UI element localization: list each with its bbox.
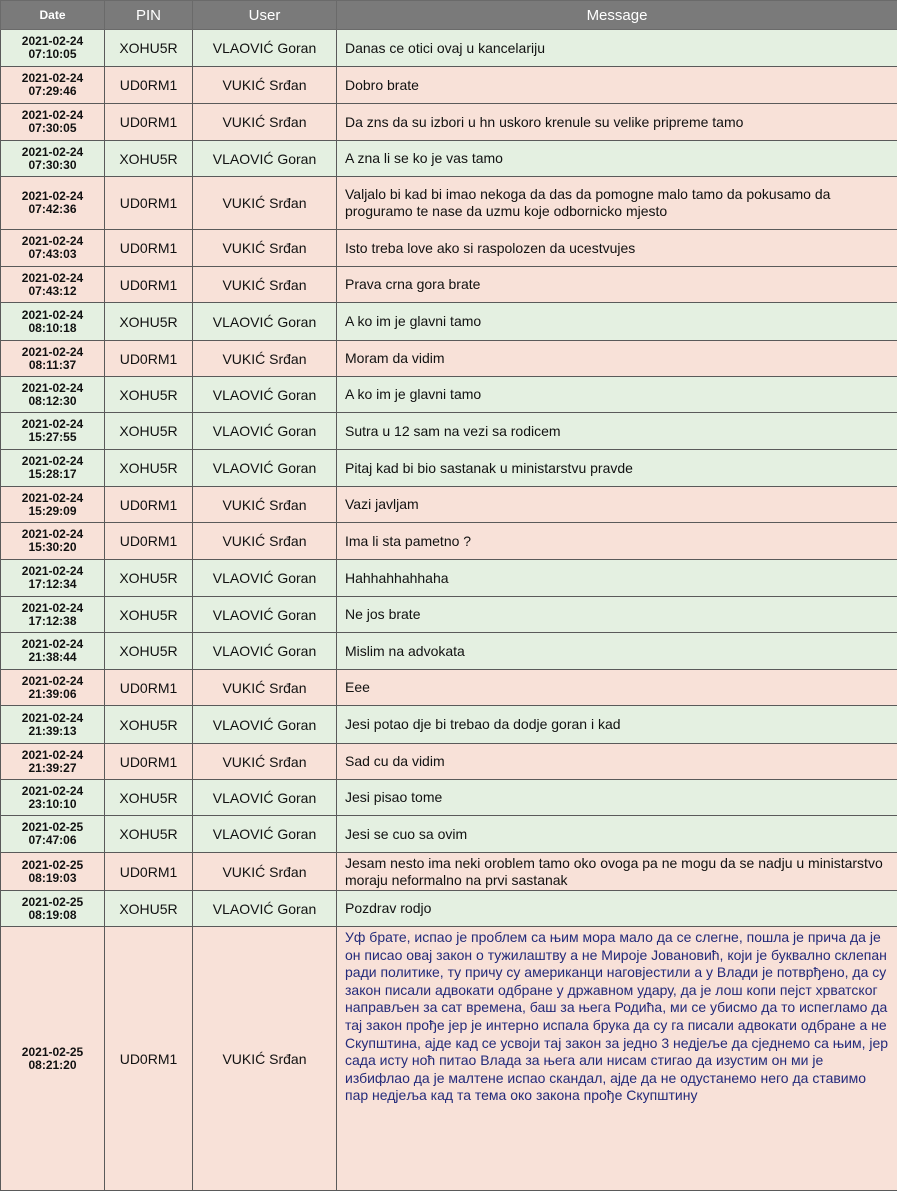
cell-date: 2021-02-24: [21, 637, 84, 651]
cell-date: 2021-02-25: [21, 820, 84, 834]
cell-pin: XOHU5R: [105, 891, 193, 927]
cell-pin: XOHU5R: [105, 597, 193, 633]
cell-time: 17:12:38: [28, 613, 77, 628]
cell-datetime: [1, 853, 105, 891]
table-row: [1, 744, 897, 780]
cell-date: 2021-02-24: [21, 710, 84, 725]
table-row: [1, 597, 897, 633]
cell-datetime: [1, 413, 105, 450]
cell-pin: XOHU5R: [105, 706, 193, 744]
cell-time: 07:47:06: [28, 833, 77, 847]
table-row: [1, 413, 897, 450]
cell-message: A ko im je glavni tamo: [337, 303, 897, 341]
cell-message: Eee: [337, 670, 897, 706]
table-row: [1, 670, 897, 706]
cell-pin: UD0RM1: [105, 744, 193, 780]
table-row: [1, 927, 897, 1191]
cell-pin: XOHU5R: [105, 780, 193, 816]
cell-user: VUKIĆ Srđan: [193, 853, 337, 891]
cell-pin: XOHU5R: [105, 450, 193, 487]
cell-datetime: [1, 706, 105, 744]
cell-datetime: [1, 744, 105, 780]
cell-pin: UD0RM1: [105, 927, 193, 1191]
table-row: [1, 267, 897, 303]
cell-pin: UD0RM1: [105, 487, 193, 523]
cell-user: VLAOVIĆ Goran: [193, 816, 337, 853]
cell-time: 08:11:37: [28, 357, 77, 372]
cell-datetime: [1, 597, 105, 633]
table-body: [1, 30, 897, 1191]
cell-datetime: [1, 891, 105, 927]
table-row: [1, 230, 897, 267]
cell-date: 2021-02-24: [21, 270, 84, 285]
cell-pin: UD0RM1: [105, 177, 193, 230]
cell-user: VLAOVIĆ Goran: [193, 560, 337, 597]
cell-message: A ko im je glavni tamo: [337, 377, 897, 413]
cell-time: 21:39:27: [28, 760, 77, 775]
cell-time: 08:19:08: [28, 907, 77, 922]
table-row: [1, 341, 897, 377]
header-message: Message: [337, 1, 897, 30]
cell-user: VLAOVIĆ Goran: [193, 450, 337, 487]
cell-datetime: [1, 67, 105, 104]
cell-message: Hahhahhahhaha: [337, 560, 897, 597]
cell-message: Jesi se cuo sa ovim: [337, 816, 897, 853]
header-pin: PIN: [105, 1, 193, 30]
cell-message: Ima li sta pametno ?: [337, 523, 897, 560]
cell-time: 21:38:44: [28, 650, 77, 664]
cell-date: 2021-02-24: [21, 189, 84, 203]
cell-datetime: [1, 177, 105, 230]
cell-time: 21:39:06: [28, 686, 77, 701]
cell-date: 2021-02-24: [21, 144, 84, 159]
cell-datetime: [1, 230, 105, 267]
cell-datetime: [1, 780, 105, 816]
cell-pin: XOHU5R: [105, 377, 193, 413]
table-row: [1, 706, 897, 744]
cell-date: 2021-02-24: [21, 564, 84, 578]
cell-datetime: [1, 927, 105, 1191]
cell-user: VUKIĆ Srđan: [193, 104, 337, 141]
cell-time: 17:12:34: [28, 577, 77, 591]
table-row: [1, 853, 897, 891]
cell-message: Mislim na advokata: [337, 633, 897, 670]
cell-time: 08:21:20: [28, 1057, 77, 1072]
cell-date: 2021-02-24: [21, 747, 84, 762]
cell-date: 2021-02-24: [21, 417, 84, 431]
cell-user: VUKIĆ Srđan: [193, 523, 337, 560]
cell-pin: XOHU5R: [105, 303, 193, 341]
cell-message: Sad cu da vidim: [337, 744, 897, 780]
cell-time: 07:43:03: [28, 247, 77, 261]
table-row: [1, 377, 897, 413]
cell-date: 2021-02-24: [21, 71, 84, 85]
cell-message: Ne jos brate: [337, 597, 897, 633]
cell-message: Уф брате, испао је проблем са њим мора мало да се слегне, пошла је прича да је он писао овај закон о тужилаштву а не Мироје Јовановић, који је буквално склепан ради политике, ту причу су американци наговјестили а у Влади је потврђено, да су закон писали адвокати одбране у државном удару, да је лош копи пејст хрватског направљен за сат времена, баш за његa Родића, ми се убисмо да то испеглaмо да тај закон прође јер је интерно испала брука да су га писали адвокати одбране а не Скупштина, ајде кад се усвоји тај закон за једно 3 недјеље да сједнемо са њим, јер сада исту ноћ питао Влада за њега али нисам стигао да изустим он ми је избифлао да је малтене испао скандал, ајде да не одустанемо него да ставимо пар недјеља кад та тема око закона прође Скупштину: [337, 927, 897, 1191]
cell-message: Dobro brate: [337, 67, 897, 104]
cell-datetime: [1, 141, 105, 177]
cell-user: VUKIĆ Srđan: [193, 927, 337, 1191]
cell-date: 2021-02-24: [21, 527, 84, 541]
cell-time: 07:42:36: [28, 202, 77, 216]
cell-user: VUKIĆ Srđan: [193, 267, 337, 303]
table-row: [1, 141, 897, 177]
cell-datetime: [1, 267, 105, 303]
cell-datetime: [1, 450, 105, 487]
cell-user: VUKIĆ Srđan: [193, 177, 337, 230]
cell-date: 2021-02-24: [21, 490, 84, 505]
cell-date: 2021-02-25: [21, 894, 84, 909]
cell-time: 15:30:20: [28, 540, 77, 554]
table-row: [1, 177, 897, 230]
cell-user: VUKIĆ Srđan: [193, 487, 337, 523]
header-user: User: [193, 1, 337, 30]
cell-pin: UD0RM1: [105, 853, 193, 891]
cell-message: Danas ce otici ovaj u kancelariju: [337, 30, 897, 67]
cell-pin: UD0RM1: [105, 267, 193, 303]
cell-date: 2021-02-24: [21, 673, 84, 688]
table-row: [1, 104, 897, 141]
cell-message: Pitaj kad bi bio sastanak u ministarstvu pravde: [337, 450, 897, 487]
cell-time: 23:10:10: [28, 796, 77, 811]
cell-datetime: [1, 303, 105, 341]
cell-datetime: [1, 341, 105, 377]
cell-datetime: [1, 30, 105, 67]
cell-date: 2021-02-25: [21, 1044, 84, 1059]
cell-date: 2021-02-24: [21, 34, 84, 48]
cell-user: VLAOVIĆ Goran: [193, 780, 337, 816]
table-row: [1, 30, 897, 67]
cell-pin: XOHU5R: [105, 141, 193, 177]
cell-time: 08:12:30: [28, 393, 77, 408]
cell-pin: UD0RM1: [105, 523, 193, 560]
cell-time: 07:10:05: [28, 47, 77, 61]
cell-datetime: [1, 633, 105, 670]
table-row: [1, 633, 897, 670]
cell-time: 15:27:55: [28, 430, 77, 444]
cell-pin: UD0RM1: [105, 670, 193, 706]
cell-date: 2021-02-25: [21, 857, 84, 872]
cell-user: VLAOVIĆ Goran: [193, 30, 337, 67]
cell-message: Jesi potao dje bi trebao da dodje goran i kad: [337, 706, 897, 744]
cell-pin: UD0RM1: [105, 104, 193, 141]
cell-user: VUKIĆ Srđan: [193, 230, 337, 267]
cell-date: 2021-02-24: [21, 234, 84, 248]
cell-user: VLAOVIĆ Goran: [193, 303, 337, 341]
cell-pin: UD0RM1: [105, 230, 193, 267]
cell-pin: UD0RM1: [105, 67, 193, 104]
cell-date: 2021-02-24: [21, 380, 84, 395]
table-row: [1, 450, 897, 487]
table-row: [1, 303, 897, 341]
table-row: [1, 560, 897, 597]
cell-time: 07:29:46: [28, 84, 77, 98]
cell-message: Sutra u 12 sam na vezi sa rodicem: [337, 413, 897, 450]
cell-message: A zna li se ko je vas tamo: [337, 141, 897, 177]
cell-message: Jesi pisao tome: [337, 780, 897, 816]
cell-message: Pozdrav rodjo: [337, 891, 897, 927]
cell-date: 2021-02-24: [21, 307, 84, 322]
cell-pin: XOHU5R: [105, 413, 193, 450]
cell-time: 07:43:12: [28, 283, 77, 298]
cell-time: 15:29:09: [28, 503, 77, 518]
cell-date: 2021-02-24: [21, 783, 84, 798]
cell-message: Vazi javljam: [337, 487, 897, 523]
cell-date: 2021-02-24: [21, 344, 84, 359]
table-row: [1, 780, 897, 816]
cell-user: VUKIĆ Srđan: [193, 744, 337, 780]
cell-pin: XOHU5R: [105, 816, 193, 853]
cell-user: VLAOVIĆ Goran: [193, 141, 337, 177]
table-header: [1, 1, 897, 30]
table-row: [1, 523, 897, 560]
cell-message: Moram da vidim: [337, 341, 897, 377]
cell-message: Isto treba love ako si raspolozen da ucestvujes: [337, 230, 897, 267]
table-row: [1, 816, 897, 853]
cell-user: VLAOVIĆ Goran: [193, 413, 337, 450]
cell-pin: XOHU5R: [105, 633, 193, 670]
cell-time: 08:19:03: [28, 870, 77, 885]
table-row: [1, 891, 897, 927]
cell-time: 07:30:30: [28, 157, 77, 172]
cell-user: VUKIĆ Srđan: [193, 341, 337, 377]
cell-date: 2021-02-24: [21, 454, 84, 468]
header-row: [1, 1, 897, 30]
table-row: [1, 67, 897, 104]
cell-pin: XOHU5R: [105, 30, 193, 67]
cell-datetime: [1, 487, 105, 523]
cell-user: VLAOVIĆ Goran: [193, 633, 337, 670]
cell-user: VUKIĆ Srđan: [193, 670, 337, 706]
cell-message: Valjalo bi kad bi imao nekoga da das da pomogne malo tamo da pokusamo da proguramo te nase da uzmu koje odbornicko mjesto: [337, 177, 897, 230]
cell-time: 21:39:13: [28, 723, 77, 738]
cell-message: Jesam nesto ima neki oroblem tamo oko ovoga pa ne mogu da se nadju u ministarstvo moraju neformalno na prvi sastanak: [337, 853, 897, 891]
cell-pin: UD0RM1: [105, 341, 193, 377]
cell-message: Da zns da su izbori u hn uskoro krenule su velike pripreme tamo: [337, 104, 897, 141]
cell-time: 08:10:18: [28, 320, 77, 335]
table-row: [1, 487, 897, 523]
cell-datetime: [1, 104, 105, 141]
cell-datetime: [1, 670, 105, 706]
cell-user: VUKIĆ Srđan: [193, 67, 337, 104]
cell-datetime: [1, 523, 105, 560]
cell-time: 15:28:17: [28, 467, 77, 481]
cell-message: Prava crna gora brate: [337, 267, 897, 303]
cell-user: VLAOVIĆ Goran: [193, 377, 337, 413]
cell-user: VLAOVIĆ Goran: [193, 891, 337, 927]
cell-datetime: [1, 816, 105, 853]
cell-time: 07:30:05: [28, 121, 77, 135]
cell-datetime: [1, 377, 105, 413]
cell-pin: XOHU5R: [105, 560, 193, 597]
cell-user: VLAOVIĆ Goran: [193, 706, 337, 744]
cell-datetime: [1, 560, 105, 597]
cell-date: 2021-02-24: [21, 600, 84, 615]
header-date: Date: [1, 1, 105, 30]
cell-date: 2021-02-24: [21, 108, 84, 122]
cell-user: VLAOVIĆ Goran: [193, 597, 337, 633]
